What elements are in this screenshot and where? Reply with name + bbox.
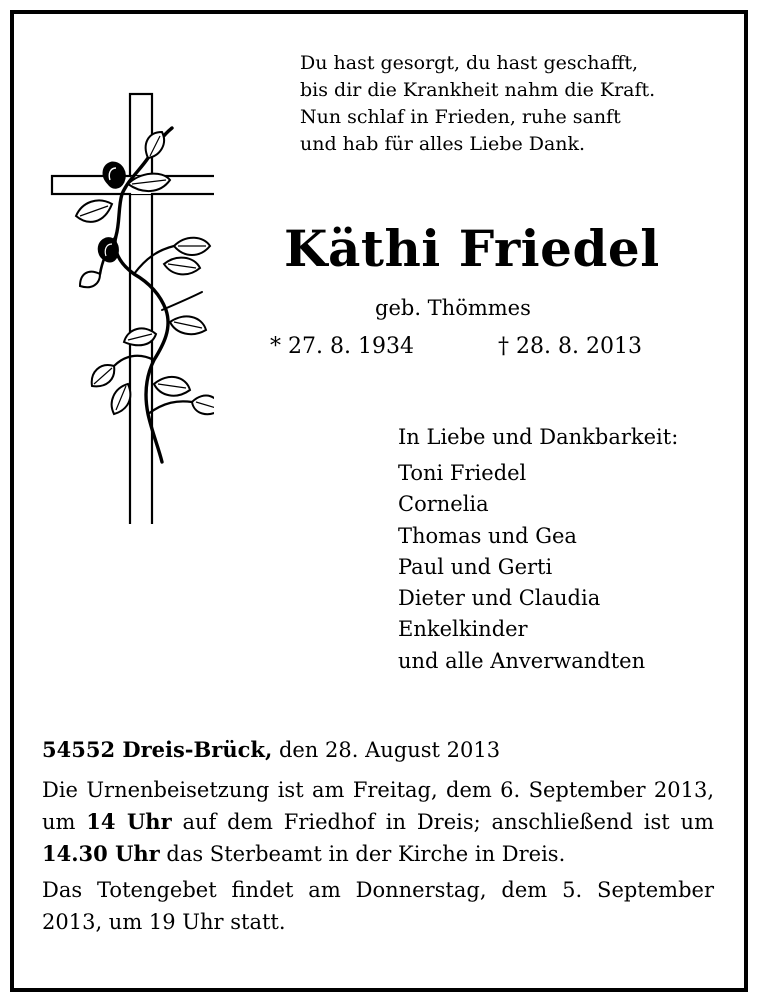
death-date: † 28. 8. 2013 [498, 334, 642, 359]
place: 54552 Dreis-Brück, [42, 737, 273, 762]
mourner-name: Paul und Gerti [398, 554, 553, 579]
mourners-block [398, 422, 678, 677]
poem-line: Du hast gesorgt, du hast geschafft, [300, 52, 639, 74]
prayer-text: Das Totengebet findet am Donnerstag, dem 5. September 2013, um 19 Uhr statt. [42, 878, 714, 934]
mourner-name: Thomas und Gea [398, 523, 577, 548]
urn-text-part: Die Urnenbeisetzung ist am Freitag, dem 6. September 2013, um [42, 778, 714, 834]
cross-with-rose-icon [44, 84, 214, 524]
birth-date: * 27. 8. 1934 [270, 334, 414, 359]
mourner-name: Dieter und Claudia [398, 586, 601, 611]
date: den 28. August 2013 [272, 738, 501, 762]
mourner-name: und alle Anverwandten [398, 648, 646, 673]
mourners-intro: In Liebe und Dankbarkeit: [398, 425, 679, 449]
mourner-name: Cornelia [398, 492, 489, 517]
requiem-time: 14.30 Uhr [42, 841, 160, 866]
memorial-poem [300, 50, 655, 158]
funeral-details [42, 734, 714, 938]
urn-text-part: auf dem Friedhof in Dreis; anschließend ist um [171, 810, 714, 834]
place-date-line [42, 734, 714, 766]
urn-burial-text [42, 774, 714, 870]
deceased-name: Käthi Friedel [284, 219, 660, 278]
poem-line: bis dir die Krankheit nahm die Kraft. [300, 79, 656, 101]
mourners-list [398, 458, 678, 677]
poem-line: Nun schlaf in Frieden, ruhe sanft [300, 106, 621, 128]
urn-time: 14 Uhr [86, 809, 172, 834]
poem-line: und hab für alles Liebe Dank. [300, 133, 586, 155]
mourner-name: Enkelkinder [398, 617, 528, 642]
urn-text-part: das Sterbeamt in der Kirche in Dreis. [159, 842, 566, 866]
mourner-name: Toni Friedel [398, 461, 527, 485]
maiden-name: geb. Thömmes [375, 296, 531, 320]
